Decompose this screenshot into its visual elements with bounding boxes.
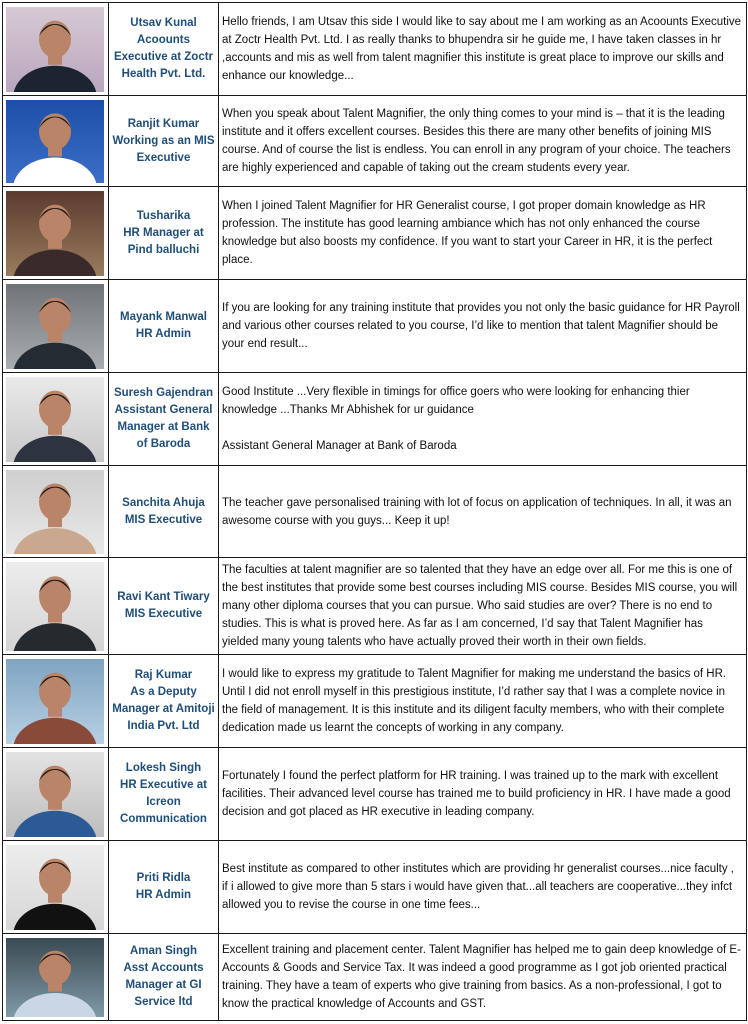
testimonial-text-cell xyxy=(219,3,747,96)
testimonial-text: The teacher gave personalised training with lot of focus on application of techniques. In all, it was an awesome course with you guys... Keep it up! xyxy=(222,496,732,527)
person-role: HR Executive at Icreon Communication xyxy=(120,779,207,825)
testimonial-text: When you speak about Talent Magnifier, the only thing comes to your mind is – that it is the leading institute and it offers excellent courses. Besides this there are many other benefits of joining MIS course. And of course the list is endless. You can enroll in any program of your choice. The teachers are highly experienced and capable of taking out the cream students every year. xyxy=(222,108,731,174)
photo-cell xyxy=(3,748,109,841)
person-name: Ravi Kant Tiwary xyxy=(117,591,210,603)
person-name: Tusharika xyxy=(136,209,191,222)
person-name: Sanchita Ahuja xyxy=(122,496,205,509)
person-role: HR Admin xyxy=(135,889,192,901)
name-cell xyxy=(109,748,219,841)
person-photo xyxy=(6,659,104,744)
person-role: MIS Executive xyxy=(124,513,203,526)
testimonial-row xyxy=(3,96,747,187)
testimonial-text-cell xyxy=(219,934,747,1021)
person-role: HR Manager at Pind balluchi xyxy=(123,226,204,256)
person-role: MIS Executive xyxy=(124,608,203,620)
testimonial-text: I would like to express my gratitude to Talent Magnifier for making me understand the basics of HR. Until I did not enroll myself in this prestigious institute, I’d rather say that I was a complete novice in the field of management. It is this institute and its diligent faculty members, who with their complete dedication made us learnt the concepts of working in any company. xyxy=(222,668,727,734)
person-role: As a Deputy Manager at Amitoji India Pvt. Ltd xyxy=(112,686,215,732)
name-cell xyxy=(109,3,219,96)
person-name: Utsav Kunal xyxy=(130,17,197,29)
person-photo xyxy=(6,470,104,554)
name-cell xyxy=(109,280,219,373)
testimonial-text-cell xyxy=(219,96,747,187)
person-photo xyxy=(6,377,104,462)
testimonial-text: Best institute as compared to other institutes which are providing hr generalist courses...nice faculty , if i allowed to give more than 5 stars i would have given that...all teachers are cooperative...they infct allowed you to revise the course in one time fees... xyxy=(222,863,735,911)
testimonial-row xyxy=(3,841,747,934)
person-photo xyxy=(6,100,104,183)
testimonial-text: Fortunately I found the perfect platform for HR training. I was trained up to the mark with excellent facilities. Their advanced level course has trained me to build proficiency in HR. I have made a good decision and got placed as HR executive in leading company. xyxy=(222,770,731,818)
testimonial-text: Excellent training and placement center. Talent Magnifier has helped me to gain deep knowledge of E-Accounts & Goods and Service Tax. It was indeed a good programme as I got job oriented practical training. They have a team of experts who give training from basics. As a non-professional, I got to know the practical knowledge of Accounts and GST. xyxy=(222,944,741,1010)
person-role: Asst Accounts Manager at GI Service ltd xyxy=(123,962,204,1008)
testimonial-row xyxy=(3,748,747,841)
testimonial-text-cell xyxy=(219,558,747,655)
person-photo xyxy=(6,845,104,930)
person-photo xyxy=(6,938,104,1017)
name-cell xyxy=(109,558,219,655)
testimonial-row xyxy=(3,373,747,466)
name-cell xyxy=(109,373,219,466)
person-name: Ranjit Kumar xyxy=(127,117,200,130)
person-name: Suresh Gajendran xyxy=(113,387,214,399)
photo-cell xyxy=(3,373,109,466)
testimonial-text-cell xyxy=(219,373,747,466)
testimonial-text: The faculties at talent magnifier are so talented that they have an edge over all. For me this is one of the best institutes that provide some best courses including MIS course. Besides MIS course, you will many other diploma courses that you can pursue. Who said studies are over? There is no end to studies. This is what is proved here. As far as I am concerned, I’d say that Talent Magnifier has yielded many young talents who have actually proved their worth in their own fields. xyxy=(222,564,738,648)
person-photo xyxy=(6,191,104,276)
testimonial-extra-text: Assistant General Manager at Bank of Baroda xyxy=(222,440,457,452)
testimonial-text: If you are looking for any training institute that provides you not only the basic guidance for HR Payroll and various other courses related to you course, I’d like to mention that talent Magnifier should be your end result... xyxy=(222,302,740,350)
person-photo xyxy=(6,7,104,92)
person-photo xyxy=(6,752,104,837)
name-cell xyxy=(109,655,219,748)
testimonial-row xyxy=(3,558,747,655)
person-role: Assistant General Manager at Bank of Baroda xyxy=(114,404,213,450)
testimonial-text-cell xyxy=(219,655,747,748)
testimonial-row xyxy=(3,466,747,558)
testimonial-row xyxy=(3,655,747,748)
testimonials-table xyxy=(2,2,747,1021)
testimonial-text-cell xyxy=(219,280,747,373)
person-name: Priti Ridla xyxy=(136,872,191,884)
person-role: Acoounts Executive at Zoctr Health Pvt. Ltd. xyxy=(113,34,214,80)
testimonial-row xyxy=(3,280,747,373)
person-role: HR Admin xyxy=(135,328,192,340)
testimonial-row xyxy=(3,3,747,96)
person-name: Aman Singh xyxy=(129,945,198,957)
photo-cell xyxy=(3,187,109,280)
person-name: Mayank Manwal xyxy=(120,311,207,323)
name-cell xyxy=(109,841,219,934)
photo-cell xyxy=(3,96,109,187)
testimonial-text: Hello friends, I am Utsav this side I would like to say about me I am working as an Acoounts Executive at Zoctr Health Pvt. Ltd. I as really thanks to bhupendra sir he guide me, I have taken classes in hr ,accounts and mis as well from talent magnifier this institute is great place to improve our skills and enhance our knowledge... xyxy=(222,16,742,82)
testimonial-text-cell xyxy=(219,841,747,934)
person-photo xyxy=(6,562,104,651)
photo-cell xyxy=(3,841,109,934)
photo-cell xyxy=(3,3,109,96)
photo-cell xyxy=(3,558,109,655)
name-cell xyxy=(109,934,219,1021)
person-photo xyxy=(6,284,104,369)
testimonial-text-cell xyxy=(219,466,747,558)
person-role: Working as an MIS Executive xyxy=(112,134,215,164)
person-name: Raj Kumar xyxy=(134,669,193,681)
testimonial-row xyxy=(3,187,747,280)
photo-cell xyxy=(3,280,109,373)
testimonial-text: Good Institute ...Very flexible in timings for office goers who were looking for enhancing thier knowledge ...Thanks Mr Abhishek for ur guidance xyxy=(222,386,690,416)
name-cell xyxy=(109,466,219,558)
testimonial-text-cell xyxy=(219,748,747,841)
photo-cell xyxy=(3,466,109,558)
person-name: Lokesh Singh xyxy=(125,762,202,774)
photo-cell xyxy=(3,655,109,748)
name-cell xyxy=(109,96,219,187)
testimonial-row xyxy=(3,934,747,1021)
testimonial-text: When I joined Talent Magnifier for HR Generalist course, I got proper domain knowledge as HR profession. The institute has good learning ambiance which has not only enhanced the course knowledge but also boosts my confidence. If you want to start your Career in HR, it is the perfect place. xyxy=(222,200,713,266)
name-cell xyxy=(109,187,219,280)
photo-cell xyxy=(3,934,109,1021)
testimonial-text-cell xyxy=(219,187,747,280)
